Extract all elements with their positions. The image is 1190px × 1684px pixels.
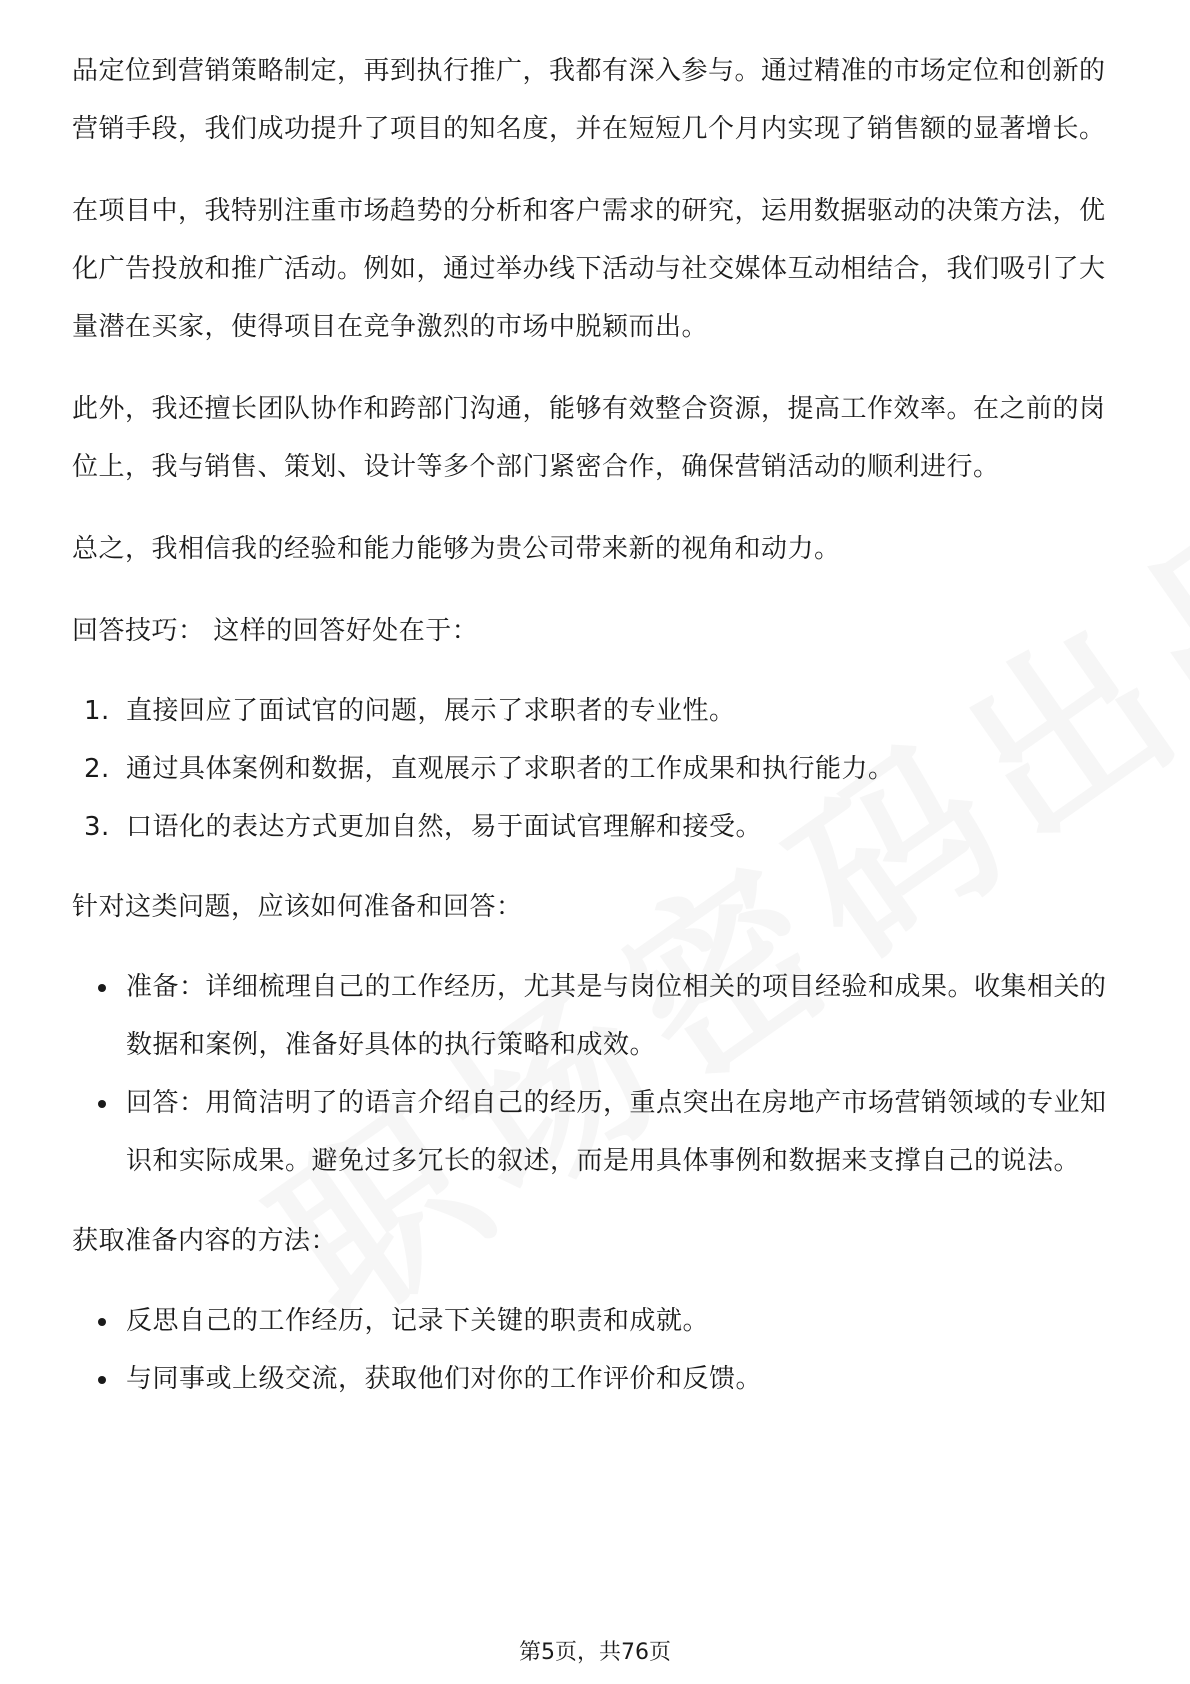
prepare-list — [72, 958, 1118, 1190]
page-number: 第5页，共76页 — [519, 1640, 671, 1665]
paragraph-teamwork: 此外，我还擅长团队协作和跨部门沟通，能够有效整合资源，提高工作效率。在之前的岗位上，我与销售、策划、设计等多个部门紧密合作，确保营销活动的顺利进行。 — [72, 394, 1106, 482]
paragraph-market-analysis: 在项目中，我特别注重市场趋势的分析和客户需求的研究，运用数据驱动的决策方法，优化广告投放和推广活动。例如，通过举办线下活动与社交媒体互动相结合，我们吸引了大量潜在买家，使得项目在竞争激烈的市场中脱颖而出。 — [72, 196, 1106, 342]
list-number: 1. — [84, 696, 110, 726]
list-item — [72, 958, 1118, 1074]
paragraph-conclusion: 总之，我相信我的经验和能力能够为贵公司带来新的视角和动力。 — [72, 534, 841, 564]
list-item — [72, 1074, 1118, 1190]
paragraph-project-intro: 品定位到营销策略制定，再到执行推广，我都有深入参与。通过精准的市场定位和创新的营销手段，我们成功提升了项目的知名度，并在短短几个月内实现了销售额的显著增长。 — [72, 56, 1106, 144]
list-item — [72, 740, 1118, 798]
list-item-text: 直接回应了面试官的问题，展示了求职者的专业性。 — [126, 696, 736, 726]
list-item-text: 口语化的表达方式更加自然，易于面试官理解和接受。 — [126, 812, 763, 842]
document-body — [72, 42, 1118, 1430]
method-heading: 获取准备内容的方法： — [72, 1226, 338, 1256]
tips-heading: 回答技巧： 这样的回答好处在于： — [72, 616, 479, 646]
bullet-icon — [98, 1376, 106, 1384]
list-item-text: 与同事或上级交流，获取他们对你的工作评价和反馈。 — [126, 1364, 763, 1394]
list-item-text: 通过具体案例和数据，直观展示了求职者的工作成果和执行能力。 — [126, 754, 895, 784]
bullet-icon — [98, 1100, 106, 1108]
prepare-heading: 针对这类问题，应该如何准备和回答： — [72, 892, 523, 922]
tips-list — [72, 682, 1118, 856]
list-item-text: 回答：用简洁明了的语言介绍自己的经历，重点突出在房地产市场营销领域的专业知识和实际成果。避免过多冗长的叙述，而是用具体事例和数据来支撑自己的说法。 — [126, 1088, 1107, 1176]
list-number: 3. — [84, 812, 110, 842]
list-item — [72, 798, 1118, 856]
list-number: 2. — [84, 754, 110, 784]
list-item — [72, 1350, 1118, 1408]
bullet-icon — [98, 1318, 106, 1326]
list-item-text: 准备：详细梳理自己的工作经历，尤其是与岗位相关的项目经验和成果。收集相关的数据和案例，准备好具体的执行策略和成效。 — [126, 972, 1107, 1060]
method-list — [72, 1292, 1118, 1408]
list-item — [72, 1292, 1118, 1350]
list-item — [72, 682, 1118, 740]
bullet-icon — [98, 984, 106, 992]
list-item-text: 反思自己的工作经历，记录下关键的职责和成就。 — [126, 1306, 710, 1336]
